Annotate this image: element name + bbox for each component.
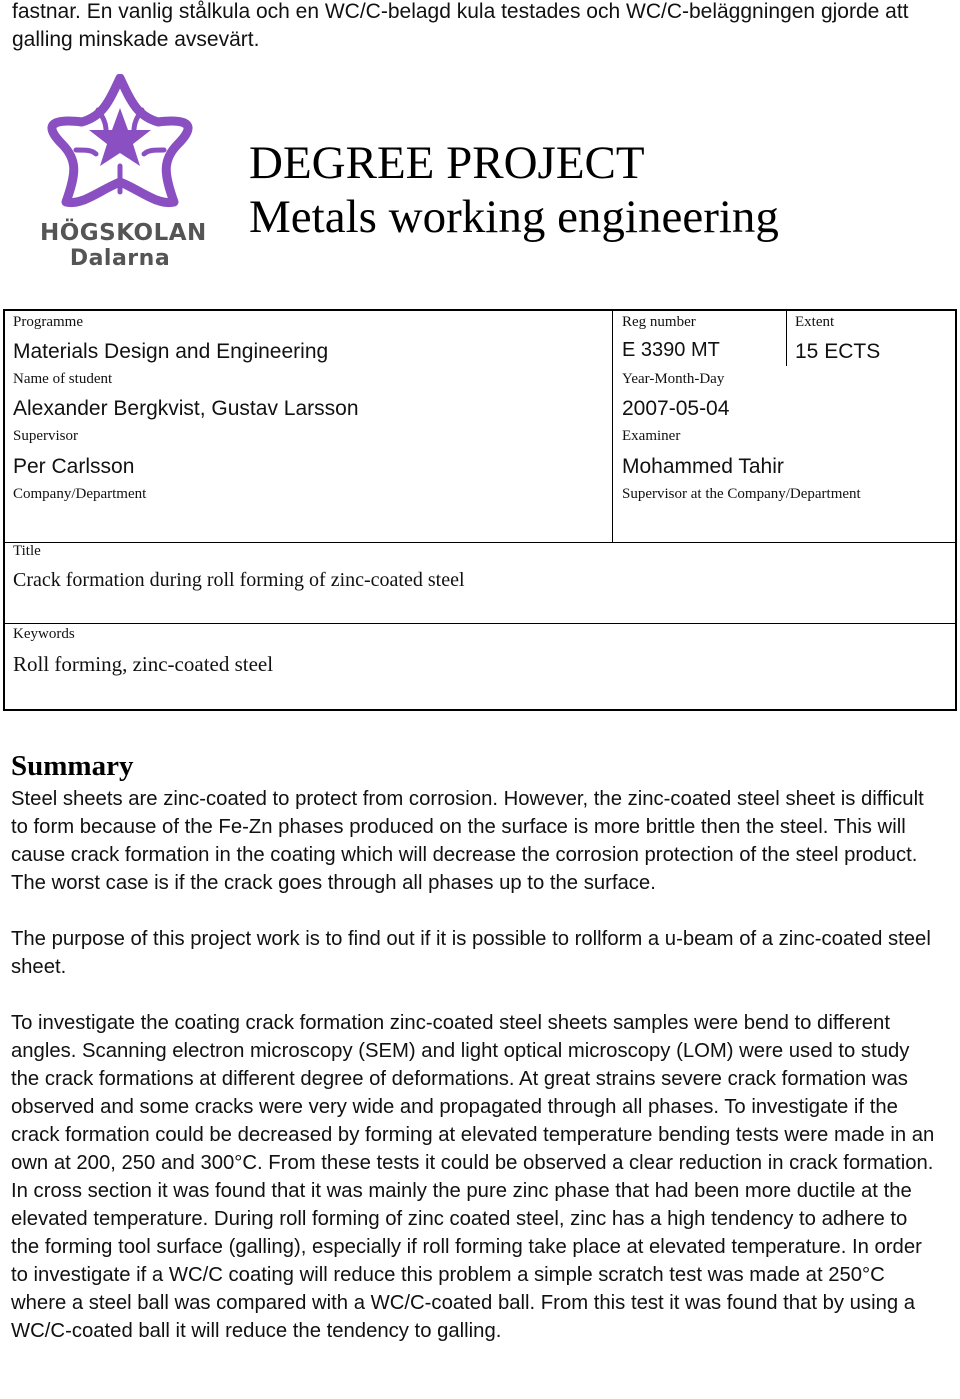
summary-paragraph: To investigate the coating crack formation zinc-coated steel sheets samples were bend to different angles. Scanning electron microscopy (SEM) and light optical microscopy (LOM) were used to study the crack formations at different degree of deformations. At great strains severe crack formation was observed and some cracks were very wide and propagated through all phases. To investigate if the crack formation could be decreased by forming at elevated temperature bending tests were made in an own at 200, 250 and 300°C. From these tests it could be observed a clear reduction in crack formation. In cross section it was found that it was mainly the pure zinc phase that had been more ductile at the elevated temperature. During roll forming of zinc coated steel, zinc has a high tendency to adhere to the forming tool surface (galling), especially if roll forming take place at elevated temperature. In order to investigate if a WC/C coating will reduce this problem a simple scratch test was made at 250°C where a steel ball was compared with a WC/C-coated ball. From this test it was found that by using a WC/C-coated ball it will reduce the tendency to galling. (11, 1012, 935, 1342)
reg-number-value: E 3390 MT (622, 339, 720, 361)
summary-body (11, 785, 936, 1373)
company-supervisor-label: Supervisor at the Company/Department (622, 486, 861, 502)
title-label: Title (13, 543, 41, 559)
table-divider (612, 311, 613, 542)
project-info-table (3, 309, 957, 711)
star-flower-icon (40, 74, 200, 214)
student-label: Name of student (13, 371, 113, 387)
summary-heading: Summary (11, 750, 134, 782)
extent-value: 15 ECTS (795, 340, 881, 363)
supervisor-label: Supervisor (13, 428, 78, 444)
keywords-value: Roll forming, zinc-coated steel (13, 652, 274, 676)
examiner-label: Examiner (622, 428, 681, 444)
date-label: Year-Month-Day (622, 371, 725, 387)
reg-number-label: Reg number (622, 314, 696, 330)
student-value: Alexander Bergkvist, Gustav Larsson (13, 397, 359, 420)
summary-paragraph: The purpose of this project work is to find out if it is possible to rollform a u-beam of a zinc-coated steel sheet. (11, 928, 931, 978)
document-heading (249, 136, 779, 244)
keywords-label: Keywords (13, 626, 75, 642)
supervisor-value: Per Carlsson (13, 455, 135, 478)
logo-name: HÖGSKOLAN (40, 220, 207, 246)
university-logo (40, 74, 207, 274)
logo-city: Dalarna (69, 246, 171, 271)
extent-label: Extent (795, 314, 835, 330)
programme-value: Materials Design and Engineering (13, 340, 329, 363)
examiner-value: Mohammed Tahir (622, 455, 784, 478)
heading-line-2: Metals working engineering (249, 191, 779, 243)
table-divider (5, 623, 955, 624)
summary-paragraph: Steel sheets are zinc-coated to protect from corrosion. However, the zinc-coated steel sheet is difficult to form because of the Fe-Zn phases produced on the surface is more brittle then the steel. This will cause crack formation in the coating which will decrease the corrosion protection of the steel product. The worst case is if the crack goes through all phases up to the surface. (11, 788, 924, 894)
previous-page-text: fastnar. En vanlig stålkula och en WC/C-belagd kula testades och WC/C-beläggningen gjorde att galling minskade avsevärt. (12, 0, 909, 51)
title-value: Crack formation during roll forming of zinc-coated steel (13, 569, 465, 591)
programme-label: Programme (13, 314, 83, 330)
table-divider (5, 542, 955, 543)
table-divider (786, 311, 787, 366)
company-label: Company/Department (13, 486, 147, 502)
date-value: 2007-05-04 (622, 397, 730, 420)
heading-line-1: DEGREE PROJECT (249, 137, 645, 189)
